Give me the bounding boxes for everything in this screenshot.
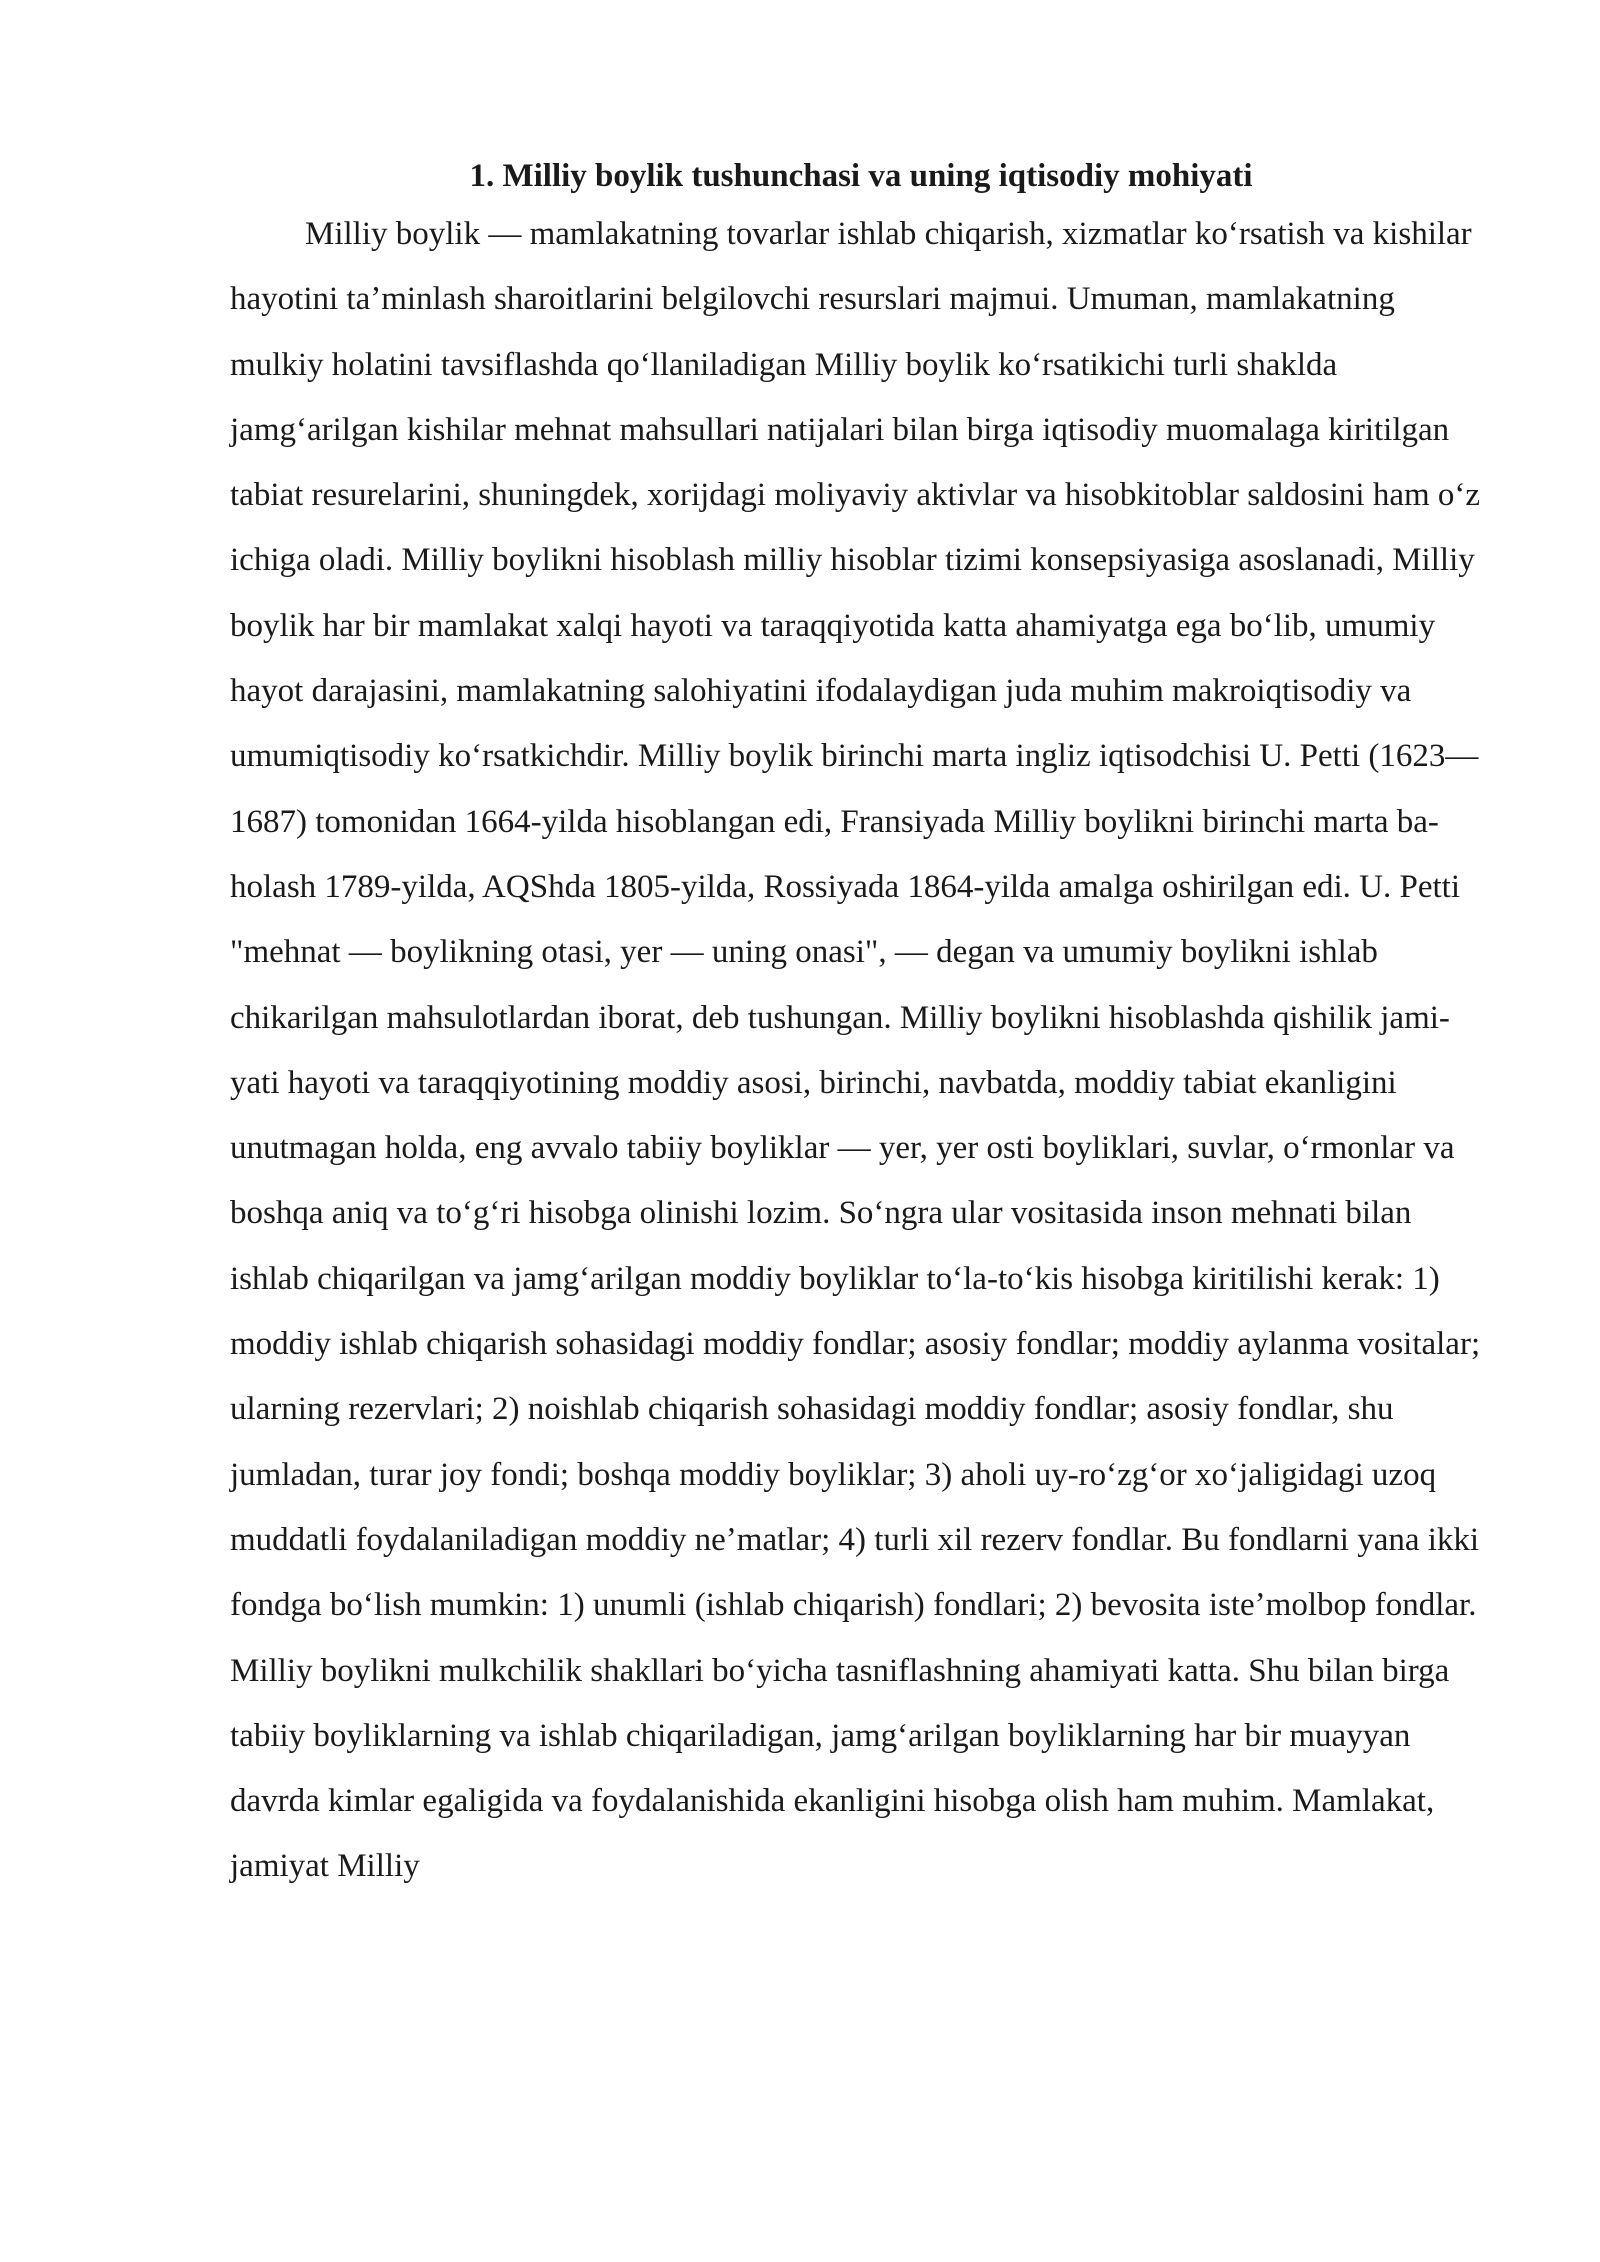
- body-paragraph: Milliy boylik — mamlakatning tovarlar ishlab chiqarish, xizmatlar koʻrsatish va kishilar hayotini taʼminlash sharoitlarini belgilovchi resurslari majmui. Umuman, mamlakatning mulkiy holatini tavsiflashda qoʻllaniladigan Milliy boylik koʻrsatikichi turli shaklda jamgʻarilgan kishilar mehnat mahsullari natijalari bilan birga iqtisodiy muomalaga kiritilgan tabiat resurelarini, shuningdek, xorijdagi moliyaviy aktivlar va hisobkitoblar saldosini ham oʻz ichiga oladi. Milliy boylikni hisoblash milliy hisoblar tizimi konsepsiyasiga asoslanadi, Milliy boylik har bir mamlakat xalqi hayoti va taraqqiyotida katta ahamiyatga ega boʻlib, umumiy hayot darajasini, mamlakatning salohiyatini ifodalaydigan juda muhim makroiqtisodiy va umumiqtisodiy koʻrsatkichdir. Milliy boylik birinchi marta ingliz iqtisodchisi U. Petti (1623—1687) tomonidan 1664-yilda hisoblangan edi, Fransiyada Milliy boylikni birinchi marta ba-holash 1789-yilda, AQShda 1805-yilda, Rossiyada 1864-yilda amalga oshirilgan edi. U. Petti "mehnat — boylikning otasi, yer — uning onasi", — degan va umumiy boylikni ishlab chikarilgan mahsulotlardan iborat, deb tushungan. Milliy boylikni hisoblashda qishilik jami-yati hayoti va taraqqiyotining moddiy asosi, birinchi, navbatda, moddiy tabiat ekanligini unutmagan holda, eng avvalo tabiiy boyliklar — yer, yer osti boyliklari, suvlar, oʻrmonlar va boshqa aniq va toʻgʻri hisobga olinishi lozim. Soʻngra ular vositasida inson mehnati bilan ishlab chiqarilgan va jamgʻarilgan moddiy boyliklar toʻla-toʻkis hisobga kiritilishi kerak: 1) moddiy ishlab chiqarish sohasidagi moddiy fondlar; asosiy fondlar; moddiy aylanma vositalar; ularning rezervlari; 2) noishlab chiqarish sohasidagi moddiy fondlar; asosiy fondlar, shu jumladan, turar joy fondi; boshqa moddiy boyliklar; 3) aholi uy-roʻzgʻor xoʻjaligidagi uzoq muddatli foydalaniladigan moddiy neʼmatlar; 4) turli xil rezerv fondlar. Bu fondlarni yana ikki fondga boʻlish mumkin: 1) unumli (ishlab chiqarish) fondlari; 2) bevosita isteʼmolbop fondlar. Milliy boylikni mulkchilik shakllari boʻyicha tasniflashning ahamiyati katta. Shu bilan birga tabiiy boyliklarning va ishlab chiqariladigan, jamgʻarilgan boyliklarning har bir muayyan davrda kimlar egaligida va foydalanishida ekanligini hisobga olish ham muhim. Mamlakat, jamiyat Milliy: [230, 216, 1481, 1885]
- document-content: [230, 150, 1492, 1900]
- section-heading: 1. Milliy boylik tushunchasi va uning iqtisodiy mohiyati: [469, 158, 1253, 194]
